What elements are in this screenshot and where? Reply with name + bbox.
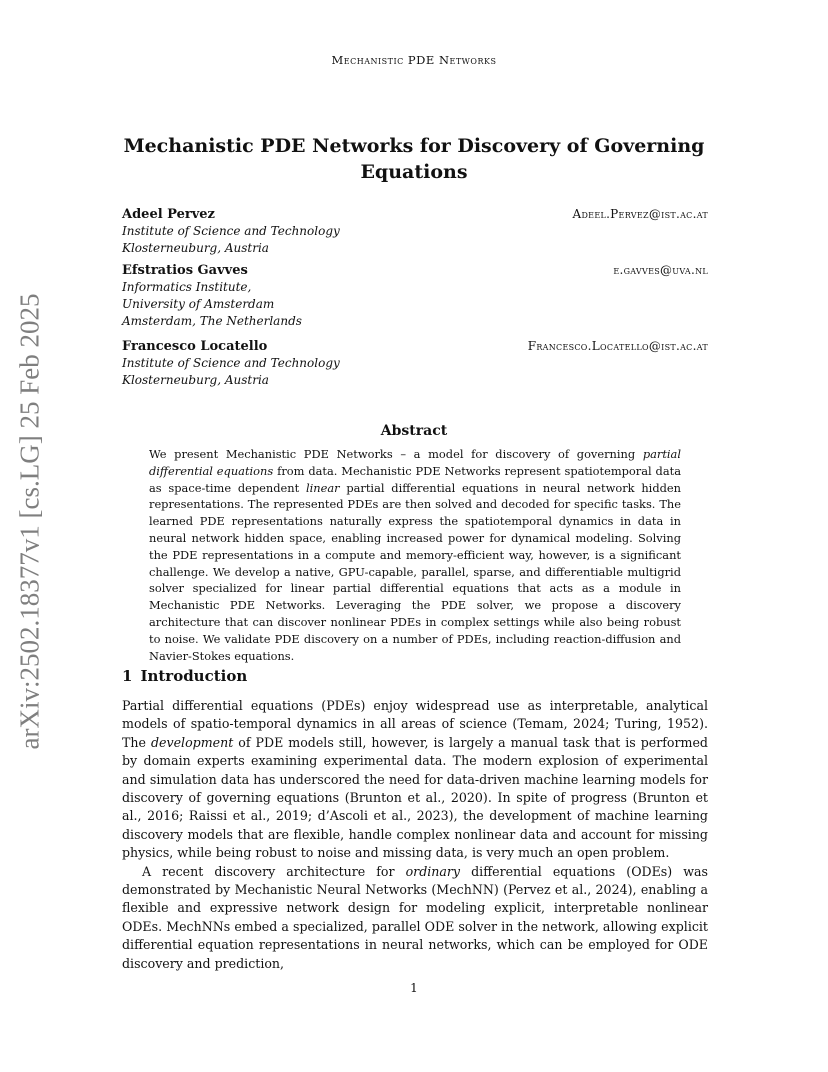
text-segment: of PDE models still, however, is largely a manual task that is performed by domain experts examining experimental data. The modern explosion of experimental and simulation data has underscored the need for data-driven machine learning models for discovery of governing equations (Brunton et al., 2020). In spite of progress (Brunton et al., 2016; Raissi et al., 2019; d’Ascoli et al., 2023), the development of machine learning discovery models that are flexible, handle complex nonlinear data and account for missing physics, while being robust to noise and missing data, is very much an open problem. (122, 734, 708, 861)
author-affiliation-line: Institute of Science and Technology (122, 224, 340, 238)
abstract-text (149, 446, 681, 664)
author-block (122, 262, 708, 330)
text-segment: development (150, 734, 234, 750)
running-head: Mechanistic PDE Networks (331, 53, 497, 67)
abstract-segment: partial differential equations in neural network hidden representations. The represented PDEs are then solved and decoded for specific tasks. The learned PDE representations naturally express the spatiotemporal dynamics in data in neural network hidden space, enabling increased power for dynamical modeling. Solving the PDE representations in a compute and memory-efficient way, however, is a significant challenge. We develop a native, GPU-capable, parallel, sparse, and differentiable multigrid solver specialized for linear partial differential equations that acts as a module in Mechanistic PDE Networks. Leveraging the PDE solver, we propose a discovery architecture that can discover nonlinear PDEs in complex settings while also being robust to noise. We validate PDE discovery on a number of PDEs, including reaction-diffusion and Navier-Stokes equations. (149, 480, 681, 663)
author-affiliation-line: Amsterdam, The Netherlands (122, 314, 302, 328)
author-name: Francesco Locatello (122, 339, 268, 354)
author-name: Efstratios Gavves (122, 263, 248, 278)
author-name: Adeel Pervez (122, 207, 215, 222)
text-segment: differential equations (ODEs) was demonstrated by Mechanistic Neural Networks (MechNN) (Pervez et al., 2024), enabling a flexible and expressive network design for modeling explicit, interpretable nonlinear ODEs. MechNNs embed a specialized, parallel ODE solver in the network, allowing explicit differential equation representations in neural networks, which can be employed for ODE discovery and prediction, (122, 863, 708, 971)
arxiv-stamp-text: arXiv:2502.18377v1 [cs.LG] 25 Feb 2025 (14, 293, 45, 749)
author-affiliation-line: Institute of Science and Technology (122, 356, 340, 370)
abstract-segment: partial differential equations (149, 447, 681, 478)
abstract-segment: from data. Mechanistic PDE Networks represent spatiotemporal data as space-time dependent (149, 463, 681, 495)
text-segment: A recent discovery architecture for (142, 863, 406, 879)
text-segment: ordinary (405, 863, 461, 879)
text-segment: Partial differential equations (PDEs) enjoy widespread use as interpretable, analytical models of spatio-temporal dynamics in all areas of science (Temam, 2024; Turing, 1952). The (122, 698, 708, 750)
author-affiliation-line: Klosterneuburg, Austria (122, 241, 269, 255)
author-block (122, 206, 708, 257)
section-heading (122, 667, 247, 685)
body-text (122, 697, 708, 973)
abstract-heading: Abstract (380, 423, 448, 439)
paper-title: Mechanistic PDE Networks for Discovery of Governing Equations (123, 135, 705, 183)
paragraph (122, 697, 708, 863)
section-title: Introduction (140, 667, 248, 685)
section-number: 1 (122, 667, 133, 685)
author-email[interactable]: Adeel.Pervez@ist.ac.at (572, 207, 708, 221)
paragraph (122, 863, 708, 973)
author-affiliation-line: Informatics Institute, (122, 280, 252, 294)
author-affiliation-line: University of Amsterdam (122, 297, 275, 311)
author-email[interactable]: e.gavves@uva.nl (613, 263, 708, 277)
author-block (122, 338, 708, 389)
abstract-segment: We present Mechanistic PDE Networks – a model for discovery of governing (149, 447, 643, 461)
arxiv-stamp (8, 282, 52, 760)
page-number: 1 (410, 981, 418, 995)
abstract-segment: linear (305, 480, 340, 495)
author-email[interactable]: Francesco.Locatello@ist.ac.at (527, 339, 708, 353)
author-affiliation-line: Klosterneuburg, Austria (122, 373, 269, 387)
